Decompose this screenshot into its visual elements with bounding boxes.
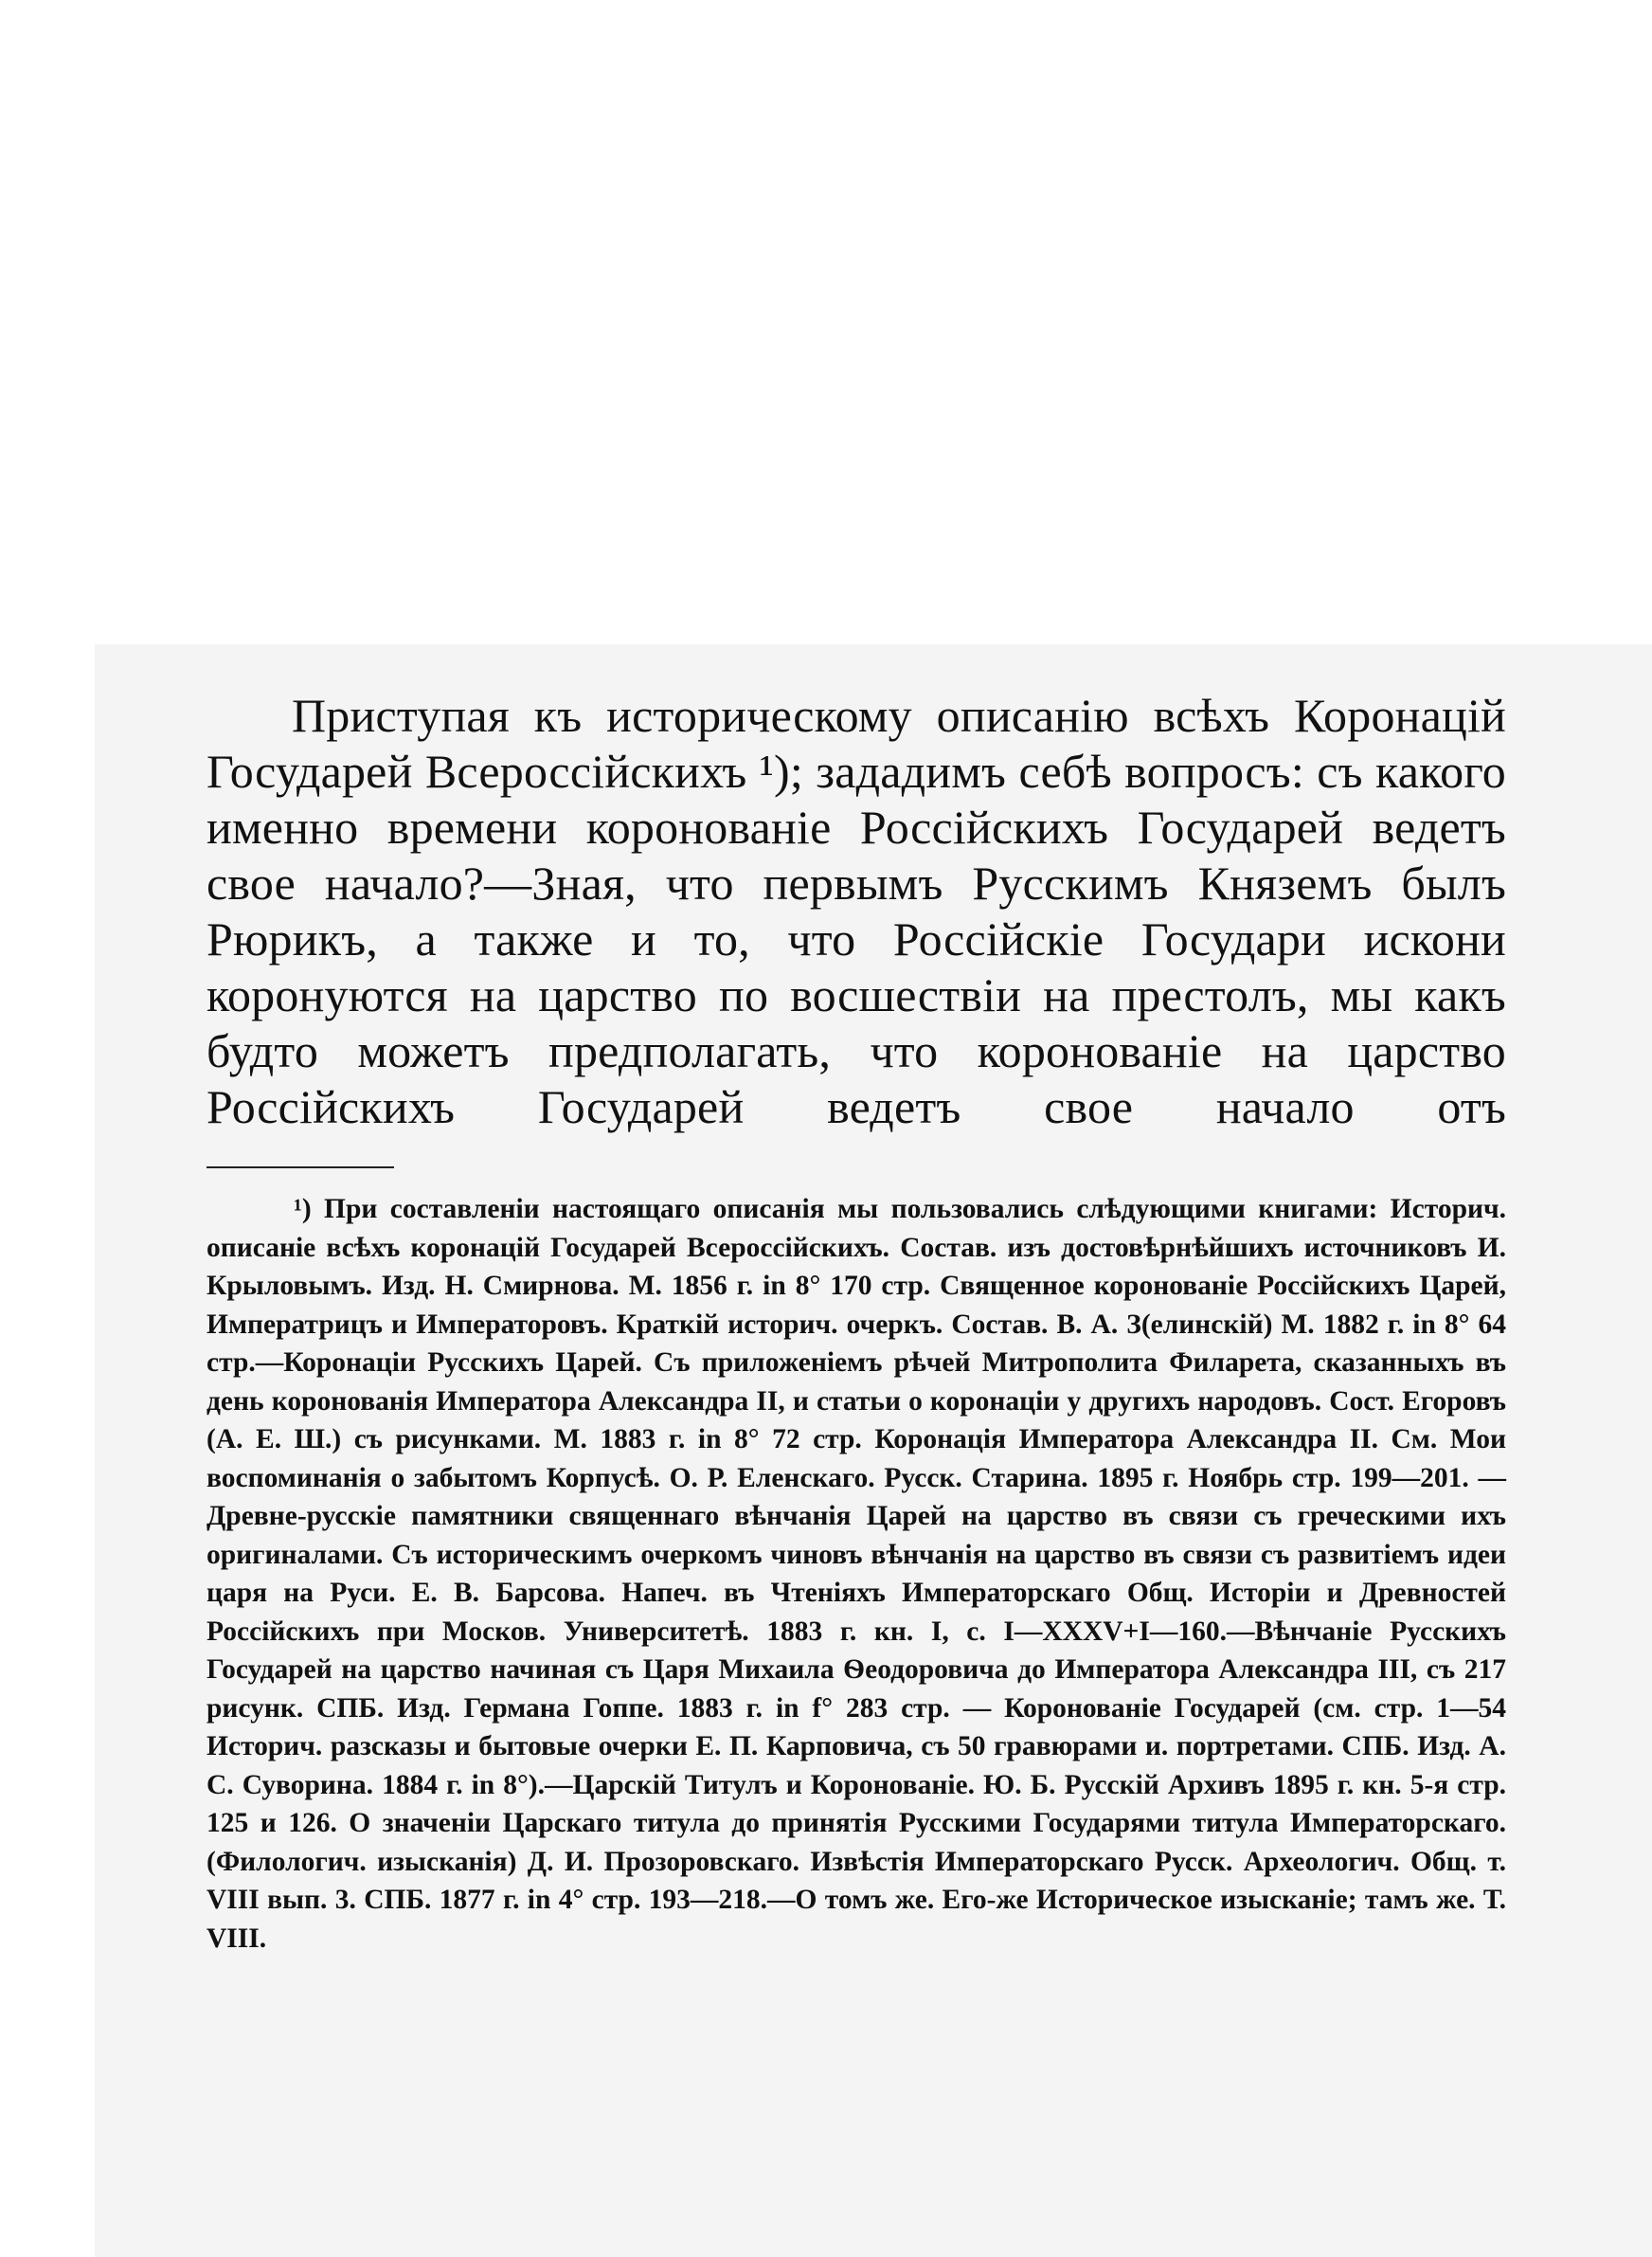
- footnote: ¹) При составленіи настоящаго описанія мы пользовались слѣдующими книгами: Историч. описаніе всѣхъ коронацій Государей Всероссійскихъ. Состав. изъ достовѣрнѣйшихъ источниковъ И. Крыловымъ. Изд. Н. Смирнова. М. 1856 г. in 8° 170 стр. Священное коронованіе Россійскихъ Царей, Императрицъ и Императоровъ. Краткій историч. очеркъ. Состав. В. А. З(елинскій) М. 1882 г. in 8° 64 стр.—Коронаціи Русскихъ Царей. Съ приложеніемъ рѣчей Митрополита Филарета, сказанныхъ въ день коронованія Императора Александра II, и статьи о коронаціи у другихъ народовъ. Сост. Егоровъ (А. Е. Ш.) съ рисунками. М. 1883 г. in 8° 72 стр. Коронація Императора Александра II. См. Мои воспоминанія о забытомъ Корпусѣ. О. Р. Еленскаго. Русск. Старина. 1895 г. Ноябрь стр. 199—201. — Древне-русскіе памятники священнаго вѣнчанія Царей на царство въ связи съ греческими ихъ оригиналами. Съ историческимъ очеркомъ чиновъ вѣнчанія на царство въ связи съ развитіемъ идеи царя на Руси. Е. В. Барсова. Напеч. въ Чтеніяхъ Императорскаго Общ. Исторіи и Древностей Россійскихъ при Москов. Университетѣ. 1883 г. кн. I, с. I—XXXV+I—160.—Вѣнчаніе Русскихъ Государей на царство начиная съ Царя Михаила Ѳеодоровича до Императора Александра III, съ 217 рисунк. СПБ. Изд. Германа Гоппе. 1883 г. in f° 283 стр. — Коронованіе Государей (см. стр. 1—54 Историч. разсказы и бытовые очерки Е. П. Карповича, съ 50 гравюрами и. портретами. СПБ. Изд. А. С. Суворина. 1884 г. in 8°).—Царскій Титулъ и Коронованіе. Ю. Б. Русскій Архивъ 1895 г. кн. 5-я стр. 125 и 126. О значеніи Царскаго титула до принятія Русскими Государями титула Императорскаго. (Филологич. изысканія) Д. И. Прозоровскаго. Извѣстія Императорскаго Русск. Археологич. Общ. т. VIII вып. 3. СПБ. 1877 г. in 4° стр. 193—218.—О томъ же. Его-же Историческое изысканіе; тамъ же. Т. VIII.: [206, 1194, 1506, 1954]
- footnote-separator: [206, 1166, 394, 1168]
- main-paragraph: Приступая къ историческому описанію всѣхъ Коронацій Государей Всероссійскихъ ¹); зададимъ себѣ вопросъ: съ какого именно времени коронованіе Россійскихъ Государей ведетъ свое начало?—Зная, что первымъ Русскимъ Княземъ былъ Рюрикъ, а также и то, что Россійскіе Государи искони коронуются на царство по восшествіи на престолъ, мы какъ будто можетъ предполагать, что коронованіе на царство Россійскихъ Государей ведетъ свое начало отъ: [206, 689, 1506, 1133]
